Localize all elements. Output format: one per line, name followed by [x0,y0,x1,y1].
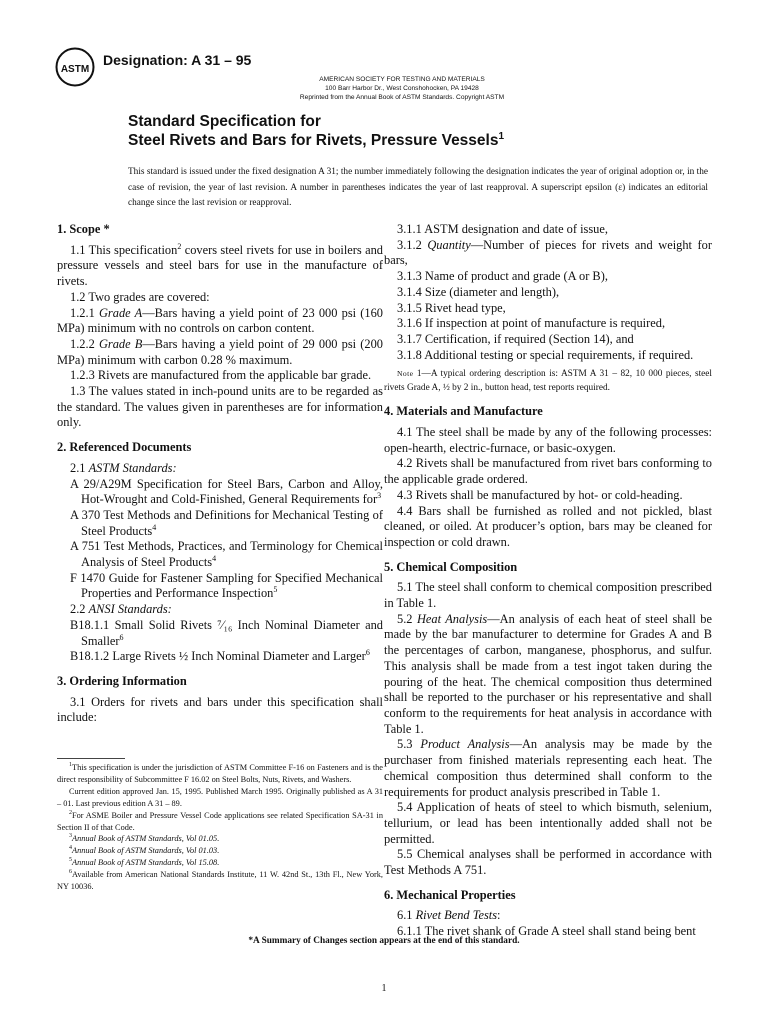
section-4-heading: 4. Materials and Manufacture [384,404,543,419]
footnote-2: $^2$For ASME Boiler and Pressure Vessel Code applications see related Specification SA-31 in Section II of that Code. [57,809,383,832]
paragraph-3-1-8: 3.1.8 Additional testing or special requirements, if required. [397,347,694,362]
page-number: 1 [381,983,387,994]
paragraph-3-1: 3.1 Orders for rivets and bars under this specification shall include: [57,694,383,725]
note-1: Note 1—A typical ordering description is: ASTM A 31 – 82, 10 000 pieces, steel rivets Grade A, ½ by 2 in., button head, test reports required. [384,369,712,394]
footnote-6: $^6$Available from American National Standards Institute, 11 W. 42nd St., 13th Fl., New York, NY 10036. [57,869,383,892]
paragraph-5-1: 5.1 The steel shall conform to chemical composition prescribed in Table 1. [384,580,712,611]
intro-paragraph: This standard is issued under the fixed designation A 31; the number immediately following the designation indicates the year of original adoption or, in the case of revision, the year of last revision. A number in parentheses indicates the year of last reapproval. A superscript epsilon (ε) indicates an editorial change since the last revision or reapproval. [128,167,708,208]
section-3-heading: 3. Ordering Information [57,673,187,688]
paragraph-6-1: 6.1 Rivet Bend Tests: [397,908,501,923]
paragraph-3-1-7: 3.1.7 Certification, if required (Section 14), and [397,331,634,346]
paragraph-1-1: 1.1 This specification$^2$ covers steel rivets for use in boilers and pressure vessels and steel bars for use in the manufacture of rivets. [57,241,383,289]
paragraph-1-2: 1.2 Two grades are covered: [70,289,210,304]
organization-address: 100 Barr Harbor Dr., West Conshohocken, PA 19428 [325,85,479,92]
paragraph-5-3: 5.3 Product Analysis—An analysis may be made by the purchaser from finished materials representing each heat. The chemical composition thus determined shall conform to the requirements for product analysis prescribed in Table 1. [384,737,712,799]
section-2-heading: 2. Referenced Documents [57,440,192,455]
organization-block [268,75,536,102]
title-footnote-ref: 1 [498,130,505,142]
paragraph-1-2-3: 1.2.3 Rivets are manufactured from the applicable bar grade. [70,368,372,383]
paragraph-1-3: 1.3 The values stated in inch-pound units are to be regarded as the standard. The values given in parentheses are for information only. [57,384,383,430]
reference-a29: A 29/A29M Specification for Steel Bars, Carbon and Alloy, Hot-Wrought and Cold-Finished, General Requirements for$^3$ [70,476,383,507]
left-column [57,222,383,726]
summary-of-changes-note: *A Summary of Changes section appears at the end of this standard. [248,936,520,946]
footnotes [57,762,383,893]
paragraph-2-2: 2.2 ANSI Standards: [70,602,172,617]
reference-a751: A 751 Test Methods, Practices, and Terminology for Chemical Analysis of Steel Products$^4$ [70,539,383,570]
svg-text:ASTM: ASTM [60,64,90,75]
footnote-3: $^3$Annual Book of ASTM Standards, Vol 01.05. [69,833,220,844]
paragraph-4-4: 4.4 Bars shall be furnished as rolled and not pickled, blast cleaned, or oiled. At producer’s option, bars may be cleaned for inspection or cold drawn. [384,503,712,549]
section-6-heading: 6. Mechanical Properties [384,887,516,902]
astm-logo [55,47,95,87]
title-line-1: Standard Specification for [128,113,321,130]
paragraph-4-3: 4.3 Rivets shall be manufactured by hot- or cold-heading. [397,487,683,502]
paragraph-5-5: 5.5 Chemical analyses shall be performed in accordance with Test Methods A 751. [384,847,712,878]
paragraph-3-1-3: 3.1.3 Name of product and grade (A or B), [397,269,608,284]
footnote-1: $^1$This specification is under the jurisdiction of ASTM Committee F-16 on Fasteners and is the direct responsibility of Subcommittee F 16.02 on Steel Bolts, Nuts, Rivets, and Washers. [57,762,383,784]
section-1-heading: 1. Scope * [57,222,110,236]
footnote-rule [57,758,125,759]
paragraph-3-1-6: 3.1.6 If inspection at point of manufacture is required, [397,316,666,331]
paragraph-4-2: 4.2 Rivets shall be manufactured from rivet bars conforming to the applicable grade ordered. [384,456,712,487]
paragraph-3-1-2: 3.1.2 Quantity—Number of pieces for rivets and weight for bars, [384,237,712,268]
footnote-4: $^4$Annual Book of ASTM Standards, Vol 01.03. [69,845,220,856]
paragraph-3-1-4: 3.1.4 Size (diameter and length), [397,284,560,299]
reference-f1470: F 1470 Guide for Fastener Sampling for Specified Mechanical Properties and Performance Inspection$^5$ [70,570,383,601]
reprint-note: Reprinted from the Annual Book of ASTM Standards. Copyright ASTM [299,94,505,101]
document-title [128,112,504,150]
reference-b18-1-2: B18.1.2 Large Rivets ½ Inch Nominal Diameter and Larger$^6$ [70,648,370,664]
right-column [384,222,712,940]
paragraph-5-2: 5.2 Heat Analysis—An analysis of each heat of steel shall be made by the bar manufacturer to determine for Grades A and B the percentages of carbon, manganese, phosphorus, and sulfur. This analysis shall be made from a test ingot taken during the pouring of the heat. The chemical composition thus determined shall be reported to the purchaser or his representative and shall conform to the requirements for heat analysis in accordance with Table 1. [384,611,712,736]
designation: Designation: A 31 – 95 [103,52,252,68]
paragraph-6-1-1: 6.1.1 The rivet shank of Grade A steel shall stand being bent [397,924,696,939]
title-line-2: Steel Rivets and Bars for Rivets, Pressure Vessels$^1$ [128,130,505,149]
footnote-5: $^5$Annual Book of ASTM Standards, Vol 15.08. [69,857,220,868]
reference-a370: A 370 Test Methods and Definitions for Mechanical Testing of Steel Products$^4$ [70,507,383,538]
organization-name: AMERICAN SOCIETY FOR TESTING AND MATERIALS [319,76,485,83]
paragraph-3-1-1: 3.1.1 ASTM designation and date of issue, [397,222,608,236]
paragraph-1-2-1: 1.2.1 Grade A—Bars having a yield point of 23 000 psi (160 MPa) minimum with no controls on carbon content. [57,305,383,336]
reference-b18-1-1: B18.1.1 Small Solid Rivets ⁷⁄₁₆ Inch Nominal Diameter and Smaller$^6$ [70,617,383,648]
paragraph-2-1: 2.1 ASTM Standards: [70,460,177,475]
paragraph-3-1-5: 3.1.5 Rivet head type, [397,300,506,315]
section-5-heading: 5. Chemical Composition [384,559,518,574]
paragraph-5-4: 5.4 Application of heats of steel to which bismuth, selenium, tellurium, or lead has been intentionally added shall not be permitted. [384,800,712,846]
paragraph-4-1: 4.1 The steel shall be made by any of the following processes: open-hearth, electric-furnace, or basic-oxygen. [384,425,712,455]
footnote-1-edition: Current edition approved Jan. 15, 1995. Published March 1995. Originally published as A 31 – 01. Last previous edition A 31 – 89. [57,786,383,808]
paragraph-1-2-2: 1.2.2 Grade B—Bars having a yield point of 29 000 psi (200 MPa) minimum with carbon 0.28 % maximum. [57,336,383,367]
